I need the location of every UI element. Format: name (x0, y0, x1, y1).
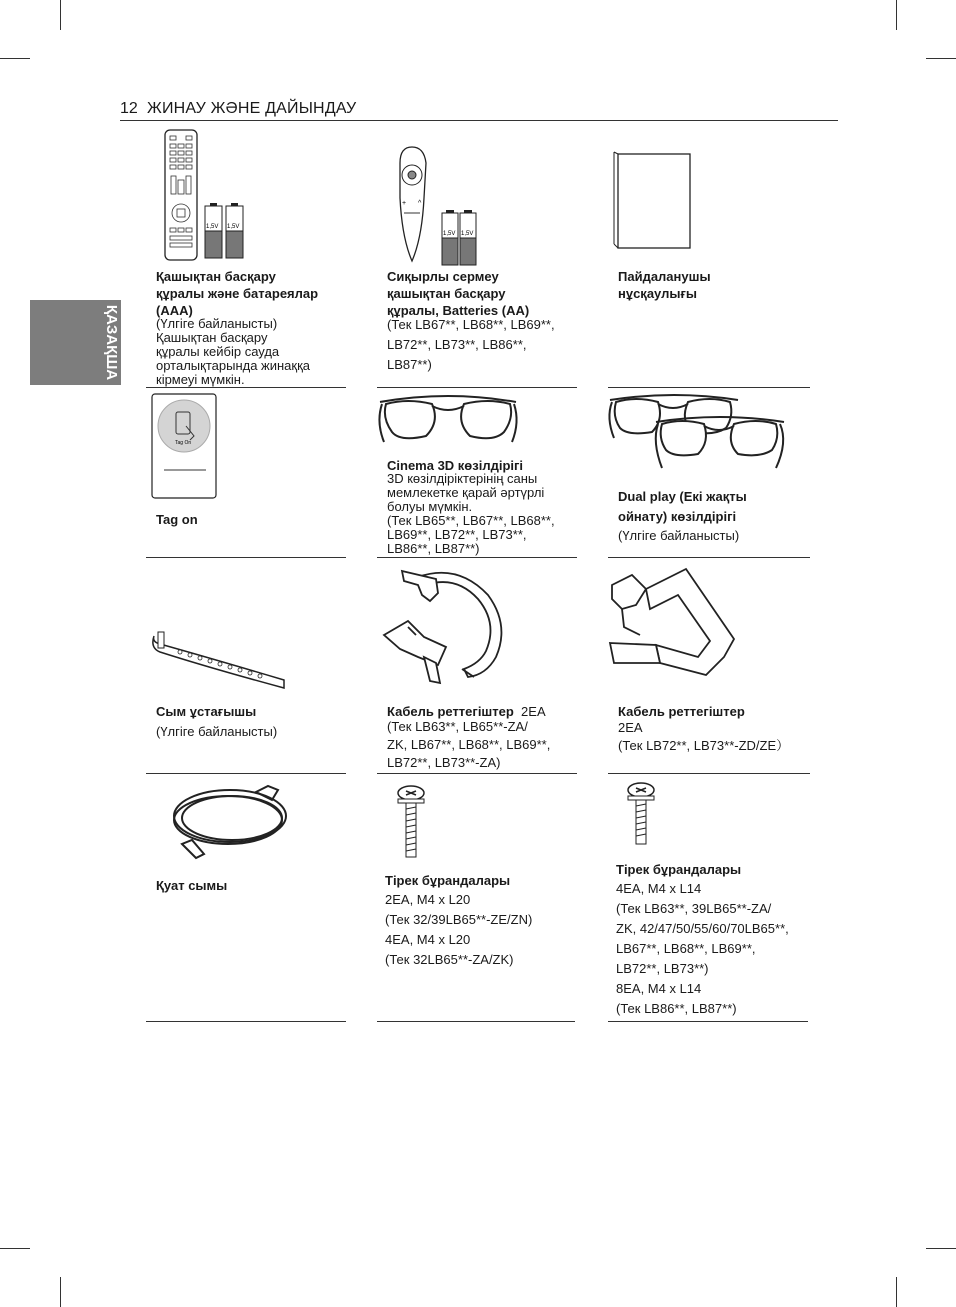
divider (608, 557, 810, 558)
language-tab (30, 300, 121, 385)
item-title: Сиқырлы сермеу қашықтан басқару құралы, Batteries (AA) (387, 269, 530, 318)
divider (608, 1021, 808, 1022)
item-description: (Үлгіге байланысты) Қашықтан басқару құралы кейбір сауда орталықтарында жинаққа кірмеуі мүмкін. (156, 316, 311, 387)
item-description: (Үлгіге байланысты) (618, 528, 740, 543)
tag-on-card-illustration (150, 392, 220, 500)
crop-mark (926, 58, 956, 59)
item-title: Тірек бұрандалары (385, 873, 511, 888)
cinema-3d-glasses-illustration (378, 392, 518, 454)
item-title-suffix: 2EA (521, 704, 546, 719)
divider (377, 1021, 575, 1022)
crop-mark (0, 58, 30, 59)
item-description: (Үлгіге байланысты) (156, 724, 278, 739)
item-description: (Тек LB63**, LB65**-ZA/ ZK, LB67**, LB68**, LB69**, LB72**, LB73**-ZA) (387, 719, 551, 770)
divider (146, 387, 346, 388)
user-manual-illustration (612, 150, 692, 250)
tag-on-label: Tag On (175, 440, 192, 446)
page-title: ЖИНАУ ЖӘНЕ ДАЙЫНДАУ (147, 100, 357, 117)
power-cord-illustration (168, 776, 298, 866)
item-title: Cinema 3D көзілдірігі (387, 458, 524, 473)
battery-label: 1,5V (227, 224, 240, 230)
crop-mark (926, 1248, 956, 1249)
cable-tie-illustration (150, 630, 290, 690)
svg-text:^: ^ (418, 200, 422, 207)
divider (146, 557, 346, 558)
item-title: Қашықтан басқару құралы және батареялар (AAA) (156, 269, 319, 318)
screw-illustration (396, 785, 426, 861)
divider (608, 773, 810, 774)
magic-remote-illustration (390, 143, 485, 268)
item-description: 4EA, M4 x L14 (Тек LB63**, 39LB65**-ZA/ ZK, 42/47/50/55/60/70LB65**, LB67**, LB68**, LB69**, LB72**, LB73**) 8EA, M4 x L14 (Тек LB86**, LB87**) (616, 881, 789, 1016)
svg-text:+: + (402, 200, 407, 207)
crop-mark (60, 0, 61, 30)
battery-label: 1,5V (443, 231, 456, 237)
divider (377, 773, 577, 774)
divider (377, 557, 577, 558)
screw-illustration (626, 782, 656, 848)
page-header (120, 100, 838, 121)
item-title: Tag on (156, 512, 198, 527)
item-description: 3D көзілдіріктерінің саны мемлекетке қарай әртүрлі болуы мүмкін. (Тек LB65**, LB67**, LB68**, LB69**, LB72**, LB73**, LB86**, LB87**) (387, 471, 555, 556)
dual-play-glasses-illustration (608, 392, 794, 482)
divider (608, 387, 810, 388)
divider (377, 387, 577, 388)
item-title: Dual play (Екі жақты ойнату) көзілдірігі (618, 489, 747, 524)
item-title: Кабель реттегіштер (387, 704, 514, 719)
item-title: Пайдаланушы нұсқаулығы (618, 269, 711, 301)
item-description: (Тек LB67**, LB68**, LB69**, LB72**, LB73**, LB86**, LB87**) (387, 317, 555, 372)
divider (146, 773, 346, 774)
language-tab-label: ҚАЗАҚША (103, 304, 120, 381)
item-title: Тірек бұрандалары (616, 862, 742, 877)
item-title: Сым ұстағышы (156, 704, 257, 719)
crop-mark (896, 1277, 897, 1307)
item-title: Қуат сымы (156, 878, 228, 893)
crop-mark (896, 0, 897, 30)
battery-label: 1,5V (461, 231, 474, 237)
cable-manager-illustration (378, 565, 518, 690)
page-number: 12 (120, 100, 138, 117)
divider (146, 1021, 346, 1022)
item-description: 2EA, M4 x L20 (Тек 32/39LB65**-ZE/ZN) 4EA, M4 x L20 (Тек 32LB65**-ZA/ZK) (385, 892, 533, 967)
crop-mark (0, 1248, 30, 1249)
item-description: 2EA (Тек LB72**, LB73**-ZD/ZE） (618, 720, 790, 753)
crop-mark (60, 1277, 61, 1307)
item-title: Кабель реттегіштер (618, 704, 745, 719)
cable-manager-illustration (606, 565, 741, 685)
battery-label: 1,5V (206, 224, 219, 230)
remote-control-illustration (160, 128, 250, 263)
